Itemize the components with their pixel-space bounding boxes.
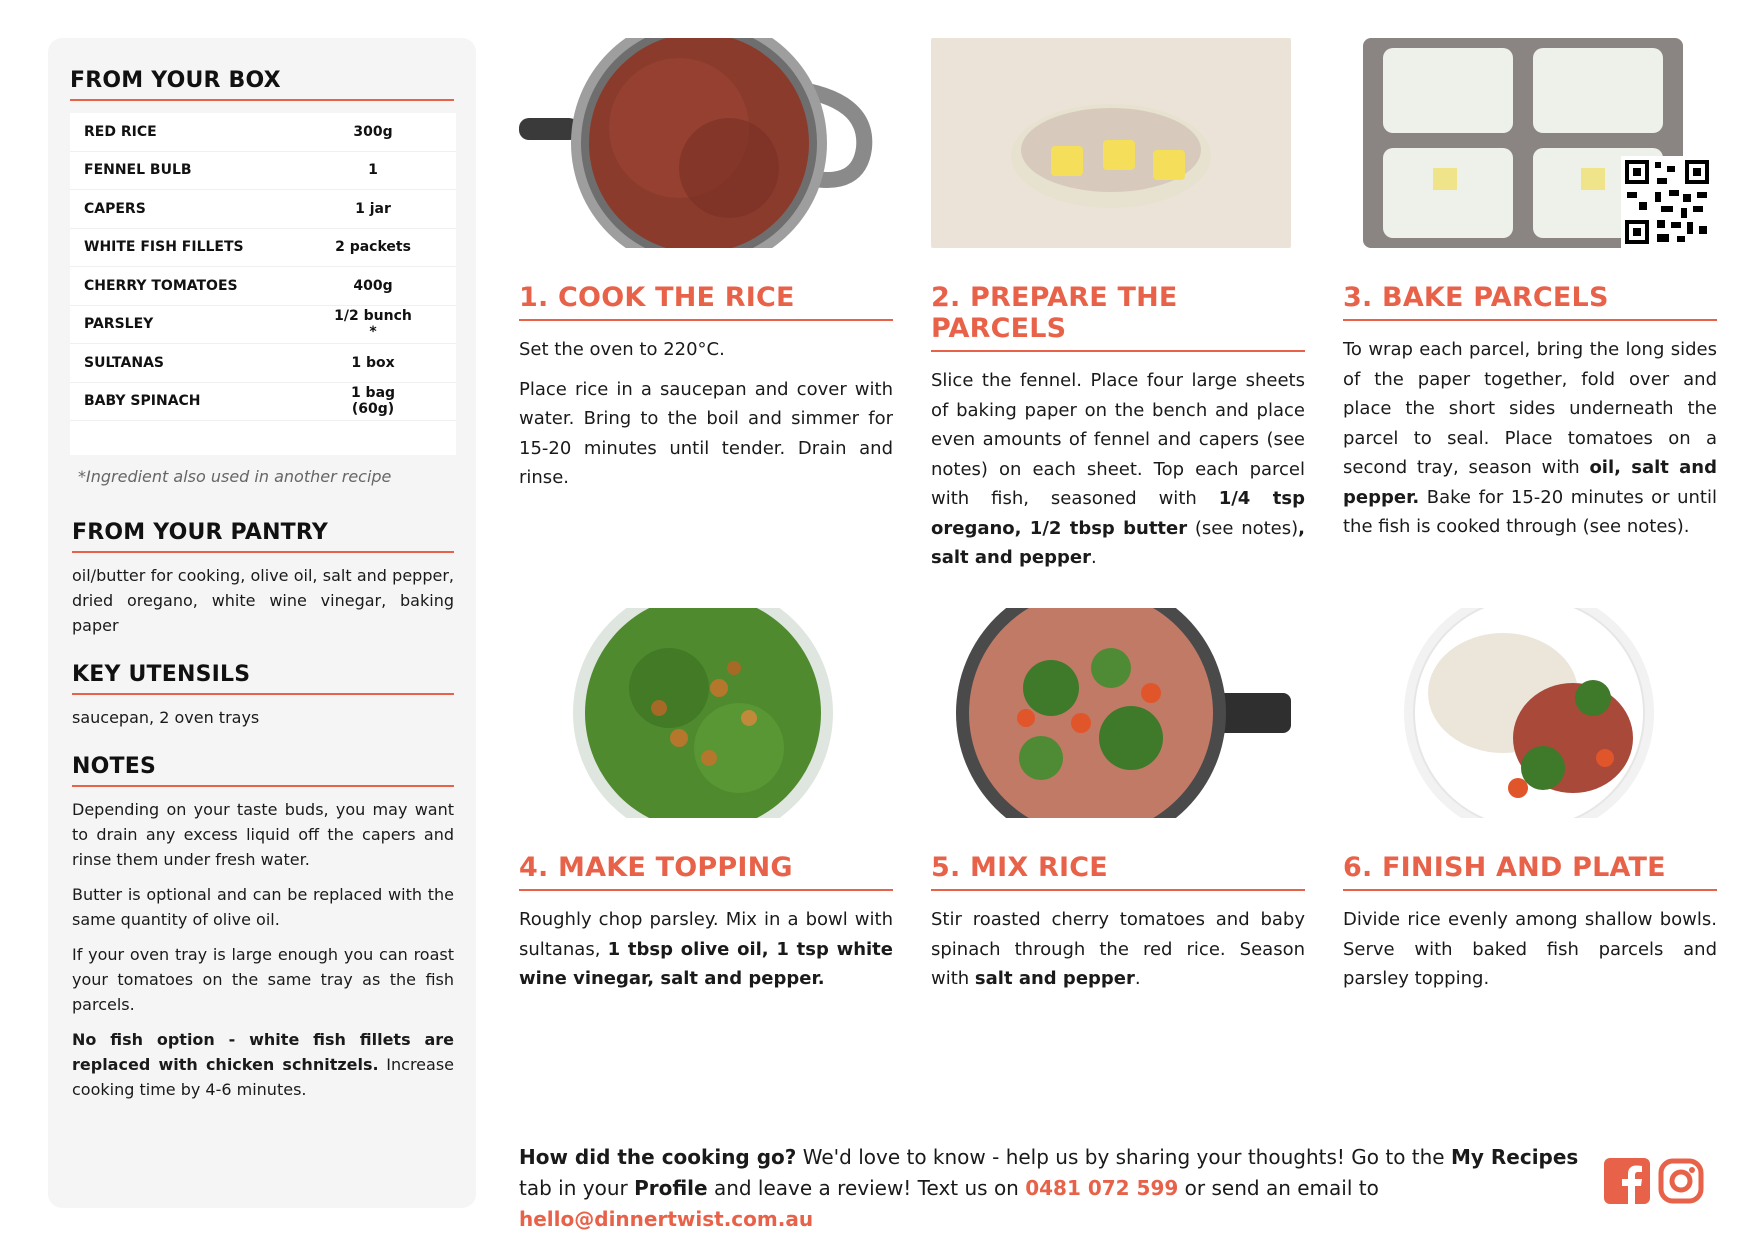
email-link[interactable]: hello@dinnertwist.com.au (519, 1207, 814, 1231)
my-recipes-label: My Recipes (1450, 1145, 1579, 1169)
ingredient-qty: 1 bag (60g) (350, 385, 396, 418)
note-text: Increase cooking time by 4-6 minutes. (72, 1055, 455, 1099)
phone-link[interactable]: 0481 072 599 (1025, 1176, 1179, 1200)
feedback-message (519, 1142, 1579, 1235)
utensils-heading: KEY UTENSILS (72, 662, 454, 695)
rice-pan-image (931, 608, 1291, 818)
ingredient-row (70, 344, 456, 383)
step-4-paragraph (519, 905, 893, 994)
footer-text-part: tab in your (519, 1176, 635, 1200)
profile-label: Profile (634, 1176, 708, 1200)
step-5-text-part: . (1134, 968, 1141, 989)
ingredient-name: WHITE FISH FILLETS (84, 239, 244, 256)
ingredient-qty: 1 jar (355, 200, 391, 217)
step-4 (519, 608, 893, 1004)
step-1-paragraph: Place rice in a saucepan and cover with water. Bring to the boil and simmer for 15-20 minutes until tender. Drain and rinse. (519, 378, 893, 488)
step-1-title: 1. COOK THE RICE (519, 282, 893, 321)
ingredient-name: BABY SPINACH (84, 393, 201, 410)
ingredient-name: RED RICE (84, 123, 157, 140)
note-paragraph: Depending on your taste buds, you may want to drain any excess liquid off the capers and rinse them under fresh water. (72, 800, 454, 869)
step-3-bold: oil, salt and pepper. (1343, 457, 1718, 508)
utensils-text: saucepan, 2 oven trays (72, 708, 260, 727)
step-3-text-part: To wrap each parcel, bring the long sides of the paper together, fold over and place the short sides underneath the parcel to seal. Place tomatoes on a second tray, season with (1343, 339, 1717, 478)
step-3-text (1343, 335, 1717, 542)
parsley-bowl-image (519, 608, 879, 818)
step-1-photo-rice-in-strainer (519, 38, 879, 248)
step-3-paragraph (1343, 335, 1717, 542)
step-1-text (519, 335, 893, 493)
step-2-text-part: . (1090, 547, 1097, 568)
step-2-bold: 1/4 tsp oregano, 1/2 tbsp butter (931, 488, 1305, 539)
step-4-photo-parsley-bowl (519, 608, 879, 818)
step-3-title: 3. BAKE PARCELS (1343, 282, 1717, 321)
step-5-bold: salt and pepper (974, 968, 1135, 989)
ingredient-row (70, 190, 456, 229)
step-6-text (1343, 905, 1717, 994)
step-1-paragraph: Set the oven to 220°C. (519, 339, 725, 360)
ingredient-qty: 1 (368, 162, 378, 179)
step-3-text-part: Bake for 15-20 minutes or until the fish is cooked through (see notes). (1343, 486, 1717, 537)
ingredient-row (70, 113, 456, 152)
step-6-title: 6. FINISH AND PLATE (1343, 852, 1717, 891)
step-2-photo-fish-parcel (931, 38, 1291, 248)
utensils-section (70, 662, 454, 730)
feedback-question: How did the cooking go? (519, 1145, 797, 1169)
step-6 (1343, 608, 1717, 1004)
ingredients-table (70, 113, 456, 455)
step-5 (931, 608, 1305, 1004)
step-2-text (931, 366, 1305, 573)
ingredient-qty: 2 packets (335, 239, 411, 256)
note-paragraph: If your oven tray is large enough you can roast your tomatoes on the same tray as the fish parcels. (72, 945, 454, 1014)
ingredient-name: PARSLEY (84, 316, 154, 333)
step-6-paragraph: Divide rice evenly among shallow bowls. Serve with baked fish parcels and parsley topping. (1343, 909, 1717, 989)
footer-text-part: We'd love to know - help us by sharing your thoughts! Go to the (796, 1145, 1451, 1169)
step-2-paragraph (931, 366, 1305, 573)
ingredient-row (70, 229, 456, 268)
step-4-bold: 1 tbsp olive oil, 1 tsp white wine vinegar, salt and pepper. (519, 938, 893, 989)
footer-text-part: and leave a review! Text us on (707, 1176, 1026, 1200)
plated-dish-image (1343, 608, 1717, 818)
note-paragraph (72, 1027, 454, 1102)
note-bold: No fish option - white fish fillets are replaced with chicken schnitzels. (72, 1030, 454, 1074)
step-2-bold: , salt and pepper (931, 517, 1305, 568)
facebook-icon[interactable] (1604, 1158, 1650, 1204)
footer-text-part: or send an email to (1178, 1176, 1379, 1200)
ingredient-footnote: *Ingredient also used in another recipe (78, 467, 392, 486)
ingredients-panel (48, 38, 476, 1208)
ingredient-qty: 400g (353, 277, 393, 294)
step-3 (1343, 38, 1717, 552)
ingredient-row (70, 152, 456, 191)
notes-section (70, 754, 454, 1102)
ingredient-name: FENNEL BULB (84, 162, 192, 179)
step-2 (931, 38, 1305, 583)
ingredient-row (70, 306, 456, 345)
notes-heading: NOTES (72, 754, 454, 787)
step-2-text-part: (see notes) (1187, 517, 1299, 539)
pantry-heading: FROM YOUR PANTRY (72, 520, 454, 553)
step-5-text-part: Stir roasted cherry tomatoes and baby spinach through the red rice. Season with (931, 909, 1305, 989)
step-2-text-part: Slice the fennel. Place four large sheets of baking paper on the bench and place even amounts of fennel and capers (see notes) on each sheet. Top each parcel with fish, seasoned with (931, 370, 1305, 509)
ingredient-qty: 300g (353, 123, 393, 140)
step-6-photo-plated-dish (1343, 608, 1717, 818)
step-5-paragraph (931, 905, 1305, 994)
ingredient-row (70, 267, 456, 306)
ingredient-row (70, 383, 456, 422)
step-5-title: 5. MIX RICE (931, 852, 1305, 891)
ingredient-qty: 1 box (351, 354, 395, 371)
rice-strainer-image (519, 38, 879, 248)
pantry-text: oil/butter for cooking, olive oil, salt and pepper, dried oregano, white wine vinegar, baking paper (72, 566, 454, 635)
step-5-photo-rice-pan (931, 608, 1291, 818)
qr-code-icon (1621, 156, 1713, 248)
step-4-text-part: Roughly chop parsley. Mix in a bowl with sultanas, (519, 909, 893, 960)
fish-parcel-image (931, 38, 1291, 248)
step-4-text (519, 905, 893, 994)
pantry-section (70, 520, 454, 638)
from-your-box-heading: FROM YOUR BOX (70, 68, 454, 101)
step-4-title: 4. MAKE TOPPING (519, 852, 893, 891)
ingredient-name: CAPERS (84, 200, 146, 217)
ingredient-qty: 1/2 bunch * (334, 308, 412, 341)
ingredient-name: CHERRY TOMATOES (84, 277, 238, 294)
instagram-icon[interactable] (1658, 1158, 1704, 1204)
step-5-text (931, 905, 1305, 994)
step-2-title: 2. PREPARE THE PARCELS (931, 282, 1305, 352)
ingredient-name: SULTANAS (84, 354, 164, 371)
note-paragraph: Butter is optional and can be replaced with the same quantity of olive oil. (72, 885, 454, 929)
step-1 (519, 38, 893, 503)
